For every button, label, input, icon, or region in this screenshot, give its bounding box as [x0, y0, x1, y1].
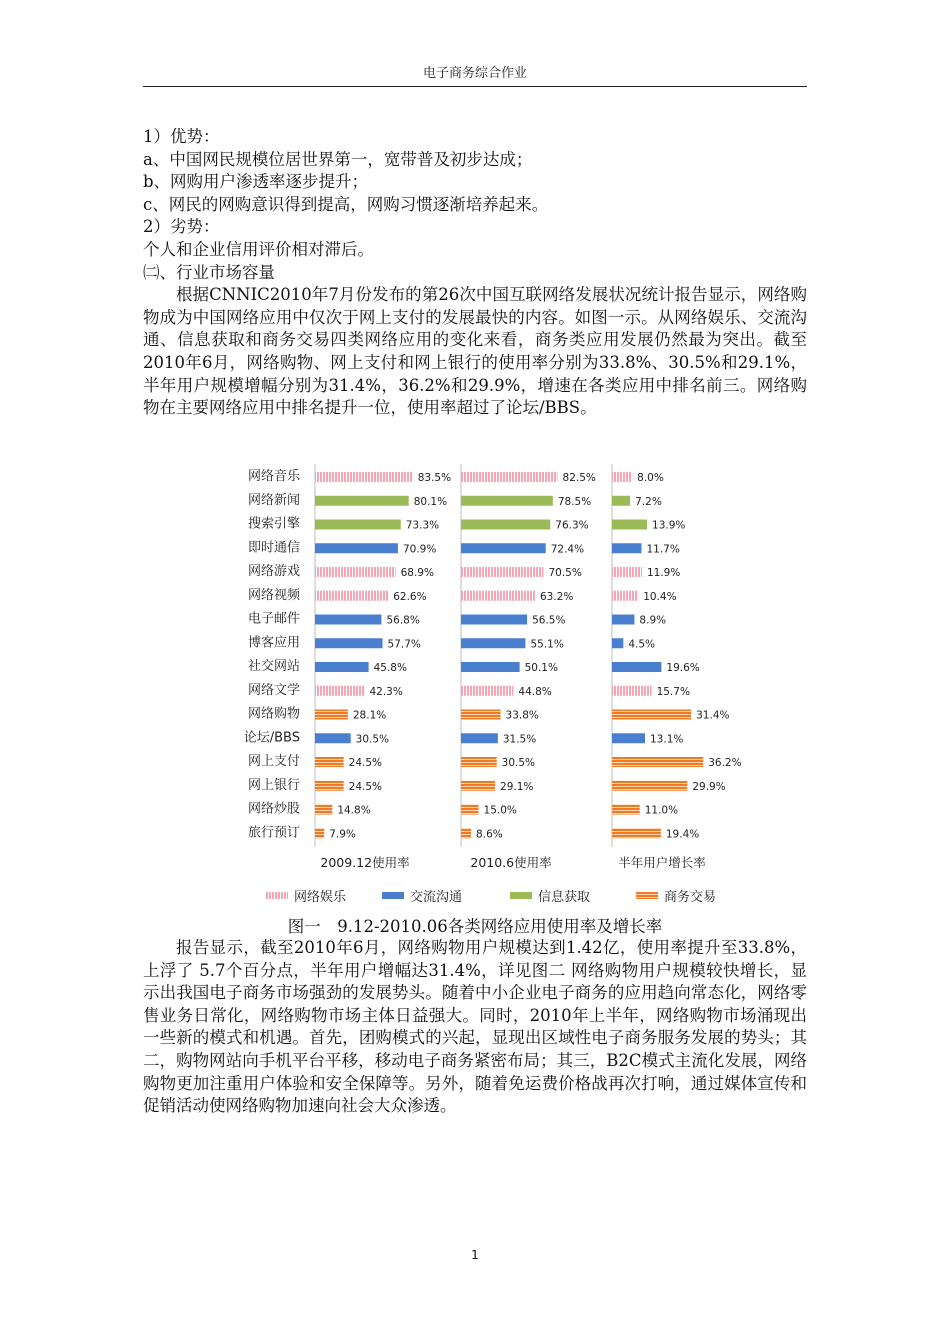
bar	[461, 805, 479, 815]
data-label: 72.4%	[550, 543, 585, 556]
category-label: 博客应用	[247, 635, 300, 651]
data-label: 4.5%	[628, 638, 656, 651]
bar	[315, 662, 369, 672]
category-label: 网上支付	[247, 754, 300, 769]
bar	[612, 543, 641, 553]
data-label: 45.8%	[373, 662, 407, 674]
bar	[315, 496, 409, 506]
category-label: 即时通信	[247, 540, 300, 556]
category-label: 电子邮件	[247, 611, 300, 627]
page-header: 电子商务综合作业	[422, 66, 527, 81]
text-line: c、网民的网购意识得到提高，网购习惯逐渐培养起来。	[143, 194, 549, 214]
legend-swatch	[636, 892, 658, 899]
bar	[612, 591, 638, 601]
bar	[612, 472, 632, 482]
body-text	[143, 126, 807, 420]
data-label: 56.5%	[532, 614, 566, 627]
series-label: 2009.12使用率	[320, 855, 410, 870]
paragraph-1: 根据CNNIC2010年7月份发布的第26次中国互联网络发展状况统计报告显示，网络购物成为中国网络应用中仅次于网上支付的发展最快的内容。如图一示。从网络娱乐、交流沟通、信息获取和商务交易四类网络应用的变化来看，商务类应用发展仍然最为突出。截至2010年6月，网络购物、网上支付和网上银行的使用率分别为33.8%、30.5%和29.1%，半年用户规模增幅分别为31.4%，36.2%和29.9%，增速在各类应用中排名前三。网络购物在主要网络应用中排名提升一位，使用率超过了论坛/BBS。	[143, 285, 807, 418]
category-label: 网上银行	[247, 777, 300, 793]
data-label: 7.9%	[329, 828, 356, 841]
bar	[315, 591, 388, 601]
data-label: 11.9%	[646, 567, 681, 579]
category-label: 网络音乐	[247, 469, 300, 484]
bar	[612, 686, 652, 696]
text-line: b、网购用户渗透率逐步提升；	[143, 172, 369, 192]
bar	[315, 615, 381, 625]
bar	[315, 686, 364, 696]
legend-label: 交流沟通	[410, 890, 463, 905]
category-label: 旅行预订	[247, 825, 300, 841]
text-line: 2）劣势：	[143, 217, 220, 237]
bar	[461, 472, 558, 482]
bar	[315, 567, 396, 577]
series-label: 2010.6使用率	[470, 855, 552, 870]
data-label: 57.7%	[387, 638, 421, 651]
data-label: 68.9%	[400, 567, 434, 579]
bar	[612, 638, 623, 648]
data-label: 28.1%	[352, 709, 387, 722]
data-label: 62.6%	[393, 590, 427, 603]
bar	[461, 496, 553, 506]
bar	[315, 710, 348, 720]
bar	[461, 567, 543, 577]
bar	[612, 757, 703, 767]
data-label: 11.0%	[644, 804, 679, 817]
data-label: 11.7%	[646, 543, 680, 556]
paragraph-2: 报告显示，截至2010年6月，网络购物用户规模达到1.42亿，使用率提升至33.8%，上浮了 5.7个百分点，半年用户增幅达31.4%，详见图二 网络购物用户规模较快增长，显示出我国电子商务市场强劲的发展势头。随着中小企业电子商务的应用趋向常态化，网络零售业务日常化，网络购物市场主体日益强大。同时，2010年上半年，网络购物市场涌现出一些新的模式和机遇。首先，团购模式的兴起，显现出区域性电子商务服务发展的势头；其二，购物网站向手机平台平移，移动电子商务紧密布局；其三，B2C模式主流化发展，网络购物更加注重用户体验和安全保障等。另外，随着免运费价格战再次打响，通过媒体宣传和促销活动使网络购物加速向社会大众渗透。	[143, 938, 807, 1116]
bar	[612, 805, 640, 815]
legend-swatch	[382, 892, 404, 899]
category-label: 论坛/BBS	[243, 730, 300, 746]
data-label: 50.1%	[524, 662, 558, 674]
usage-chart	[232, 462, 752, 914]
data-label: 30.5%	[355, 733, 390, 746]
data-label: 36.2%	[708, 757, 742, 769]
data-label: 80.1%	[413, 495, 448, 508]
bar	[612, 710, 691, 720]
legend-label: 网络娱乐	[294, 890, 347, 905]
category-label: 网络炒股	[247, 801, 300, 817]
bar	[612, 615, 634, 625]
bar	[315, 805, 332, 815]
data-label: 70.5%	[548, 567, 582, 579]
page-number: 1	[471, 1248, 479, 1262]
bar	[461, 543, 546, 553]
data-label: 8.6%	[476, 828, 503, 841]
data-label: 8.9%	[639, 614, 667, 627]
data-label: 15.0%	[483, 804, 517, 817]
figure-chart	[232, 462, 752, 914]
data-label: 29.1%	[500, 780, 534, 793]
bar	[612, 520, 647, 530]
category-label: 网络文学	[247, 682, 300, 698]
legend-label: 商务交易	[664, 890, 717, 905]
category-label: 网络购物	[247, 706, 300, 722]
text-line: a、中国网民规模位居世界第一，宽带普及初步达成；	[143, 149, 533, 169]
data-label: 8.0%	[637, 472, 664, 484]
data-label: 31.4%	[696, 709, 730, 722]
series-label: 半年用户增长率	[618, 855, 706, 870]
bar	[461, 828, 471, 838]
data-label: 56.8%	[386, 614, 420, 627]
data-label: 73.3%	[405, 519, 440, 532]
legend-swatch	[510, 892, 532, 899]
data-label: 14.8%	[337, 804, 371, 817]
bar	[461, 638, 525, 648]
bar	[315, 781, 344, 791]
category-label: 网络新闻	[247, 492, 300, 508]
bar	[461, 662, 520, 672]
figure-caption: 图一 9.12-2010.06各类网络应用使用率及增长率	[287, 917, 663, 936]
bar	[612, 828, 661, 838]
bar	[315, 543, 398, 553]
bar	[612, 496, 630, 506]
data-label: 33.8%	[505, 709, 539, 722]
bar	[461, 591, 535, 601]
bar	[461, 615, 527, 625]
bar	[315, 520, 401, 530]
data-label: 55.1%	[530, 638, 564, 651]
data-label: 82.5%	[562, 472, 596, 484]
text-line: 1）优势：	[143, 127, 220, 146]
bar	[315, 472, 413, 482]
data-label: 24.5%	[348, 780, 383, 793]
bar	[461, 781, 495, 791]
data-label: 24.5%	[348, 757, 383, 769]
category-label: 网络游戏	[247, 564, 300, 579]
data-label: 44.8%	[518, 685, 552, 698]
section-heading: ㈡、行业市场容量	[143, 262, 275, 282]
legend-swatch	[266, 892, 288, 899]
header-divider	[143, 86, 807, 87]
bar	[461, 757, 497, 767]
category-label: 搜索引擎	[247, 516, 300, 532]
text-line: 个人和企业信用评价相对滞后。	[143, 239, 374, 259]
category-label: 网络视频	[247, 587, 300, 603]
data-label: 7.2%	[635, 495, 662, 508]
bar	[461, 710, 501, 720]
bar	[461, 733, 498, 743]
data-label: 70.9%	[402, 543, 437, 556]
data-label: 31.5%	[502, 733, 537, 746]
legend-label: 信息获取	[538, 890, 591, 905]
data-label: 13.9%	[652, 519, 686, 532]
data-label: 30.5%	[501, 757, 536, 769]
data-label: 19.6%	[666, 662, 700, 674]
bar	[612, 733, 645, 743]
data-label: 78.5%	[557, 495, 592, 508]
data-label: 15.7%	[656, 685, 690, 698]
category-label: 社交网站	[247, 659, 300, 674]
bar	[315, 638, 383, 648]
data-label: 19.4%	[665, 828, 700, 841]
data-label: 13.1%	[650, 733, 684, 746]
data-label: 29.9%	[692, 780, 726, 793]
bar	[315, 757, 344, 767]
bar	[612, 781, 687, 791]
data-label: 83.5%	[417, 472, 452, 484]
bar	[612, 662, 661, 672]
bar	[461, 520, 550, 530]
bar	[461, 686, 513, 696]
data-label: 63.2%	[539, 590, 574, 603]
bar	[315, 733, 351, 743]
data-label: 42.3%	[369, 685, 403, 698]
data-label: 10.4%	[643, 590, 677, 603]
bar	[612, 567, 642, 577]
bar	[315, 828, 324, 838]
data-label: 76.3%	[555, 519, 589, 532]
